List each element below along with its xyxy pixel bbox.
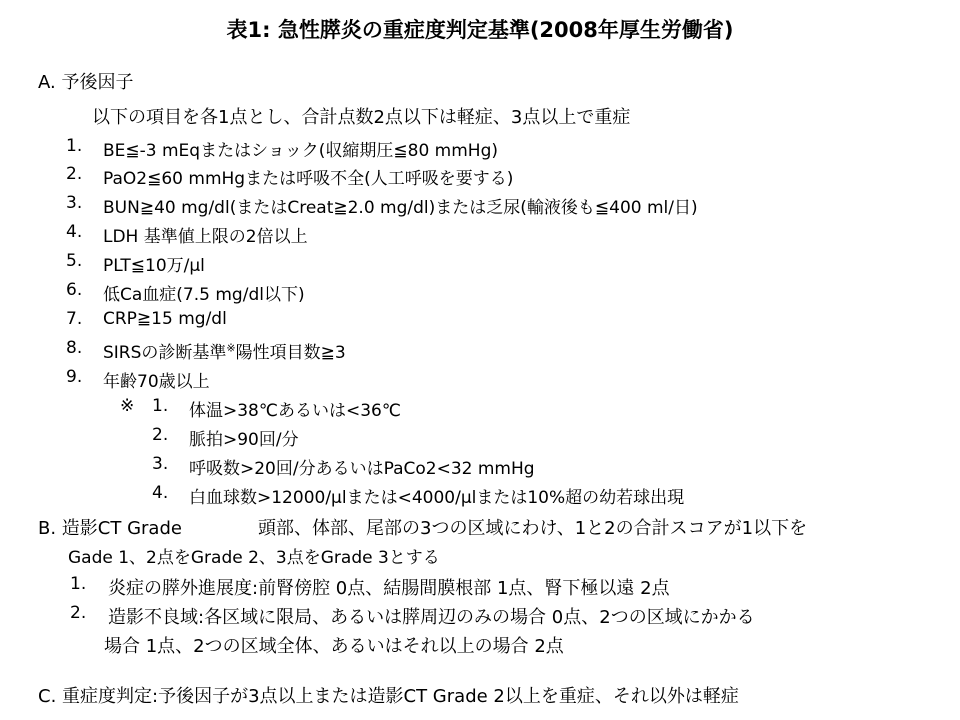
section-b-description-cont: Gade 1、2点をGrade 2、3点をGrade 3とする xyxy=(68,548,440,568)
list-item-text: 脈拍>90回/分 xyxy=(189,430,299,450)
page-title: 表1: 急性膵炎の重症度判定基準(2008年厚生労働省) xyxy=(226,18,734,42)
list-item-text: CRP≧15 mg/dl xyxy=(103,309,227,329)
list-item-text: 白血球数>12000/μlまたは<4000/μlまたは10%超の幼若球出現 xyxy=(189,488,685,508)
list-item-number: 1. xyxy=(66,136,83,156)
section-a-intro: 以下の項目を各1点とし、合計点数2点以下は軽症、3点以上で重症 xyxy=(92,107,631,128)
list-item-text: 炎症の膵外進展度:前腎傍腔 0点、結腸間膜根部 1点、腎下極以遠 2点 xyxy=(108,578,670,599)
list-item-text: 低Ca血症(7.5 mg/dl以下) xyxy=(103,285,305,305)
list-item-number: 9. xyxy=(66,367,83,387)
list-item-number: 3. xyxy=(66,193,83,213)
list-item-number: 1. xyxy=(152,396,169,416)
list-item-number: 4. xyxy=(66,222,83,242)
section-c-text: C. 重症度判定:予後因子が3点以上または造影CT Grade 2以上を重症、それ以外は軽症 xyxy=(38,686,739,707)
list-item-text-cont: 場合 1点、2つの区域全体、あるいはそれ以上の場合 2点 xyxy=(104,636,564,657)
list-item-number: 2. xyxy=(152,425,169,445)
list-item-text: BUN≧40 mg/dl(またはCreat≧2.0 mg/dl)または乏尿(輸液後も≦400 ml/日) xyxy=(103,198,698,218)
footnote-mark: ※ xyxy=(120,396,135,416)
section-b-heading: B. 造影CT Grade xyxy=(38,518,182,539)
list-item-text: 体温>38℃あるいは<36℃ xyxy=(189,401,401,421)
list-item-text: BE≦-3 mEqまたはショック(収縮期圧≦80 mmHg) xyxy=(103,141,498,161)
list-item-text: 年齢70歳以上 xyxy=(103,372,210,392)
sirs-label: SIRSの診断基準 xyxy=(103,343,227,363)
list-item-number: 2. xyxy=(66,164,83,184)
section-a-heading: A. 予後因子 xyxy=(38,72,134,93)
list-item-text: PLT≦10万/μl xyxy=(103,256,205,276)
list-item-text: LDH 基準値上限の2倍以上 xyxy=(103,227,308,247)
list-item-number: 5. xyxy=(66,251,83,271)
list-item-number: 8. xyxy=(66,338,83,358)
list-item-text: PaO2≦60 mmHgまたは呼吸不全(人工呼吸を要する) xyxy=(103,169,514,189)
list-item-number: 1. xyxy=(70,574,87,594)
list-item-number: 2. xyxy=(70,603,87,623)
list-item-number: 4. xyxy=(152,483,169,503)
list-item-text xyxy=(103,338,346,363)
list-item-number: 3. xyxy=(152,454,169,474)
sirs-criterion: 陽性項目数≧3 xyxy=(235,343,346,363)
footnote-mark: ※ xyxy=(226,341,236,355)
section-b-description: 頭部、体部、尾部の3つの区域にわけ、1と2の合計スコアが1以下を xyxy=(258,518,808,539)
list-item-text: 造影不良域:各区域に限局、あるいは膵周辺のみの場合 0点、2つの区域にかかる xyxy=(108,607,755,628)
list-item-number: 7. xyxy=(66,309,83,329)
list-item-text: 呼吸数>20回/分あるいはPaCo2<32 mmHg xyxy=(189,459,535,479)
list-item-number: 6. xyxy=(66,280,83,300)
